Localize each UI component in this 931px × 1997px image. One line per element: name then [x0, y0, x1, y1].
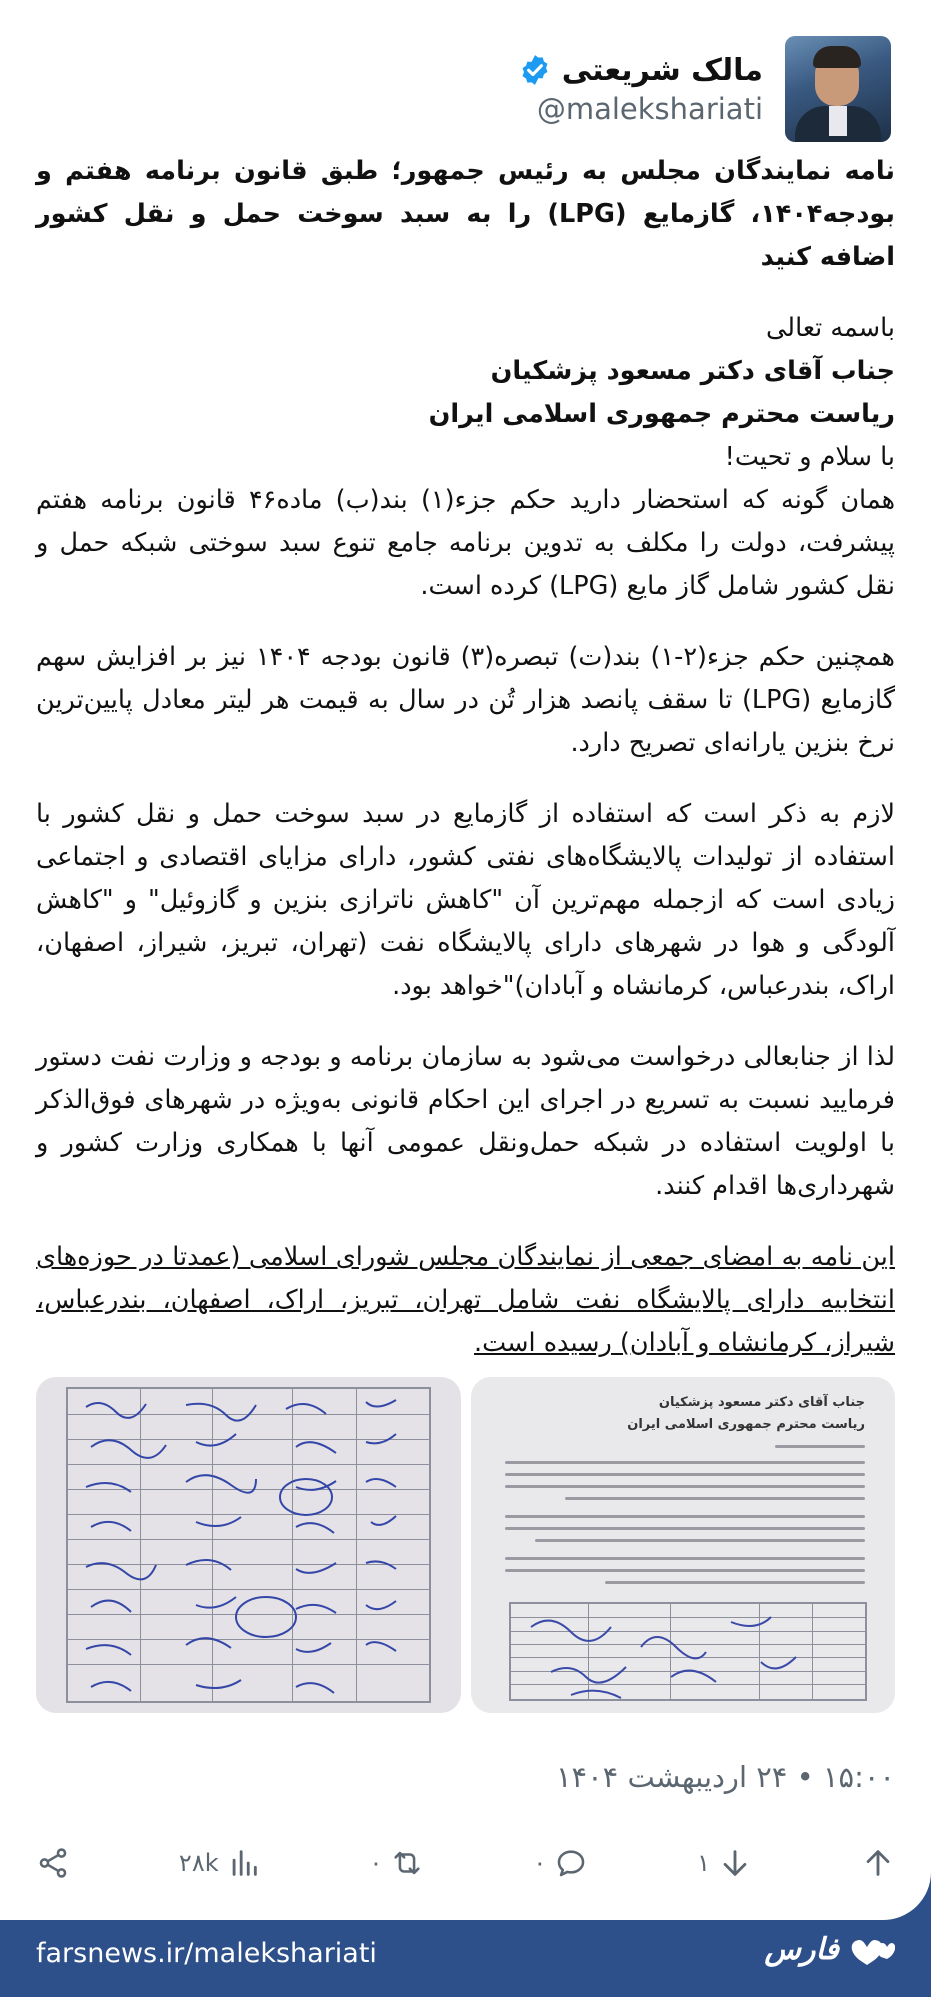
post-header — [518, 36, 891, 142]
arrow-down-icon — [718, 1846, 752, 1880]
reply-button[interactable] — [533, 1846, 588, 1880]
verified-badge-icon — [518, 53, 552, 87]
share-button[interactable] — [36, 1846, 70, 1880]
paragraph-5: این نامه به امضای جمعی از نمایندگان مجلس شورای اسلامی (عمدتا در حوزه‌های انتخابیه دارای پالایشگاه نفت شامل تهران، تبریز، اراک، اصفهان، بندرعباس، شیراز، کرمانشاه و آبادان) رسیده است. — [36, 1242, 895, 1358]
fars-logo — [764, 1932, 895, 1967]
addressee-name: جناب آقای دکتر مسعود پزشکیان — [490, 356, 895, 386]
footer-url[interactable]: farsnews.ir/malekshariati — [36, 1938, 377, 1969]
paragraph-2: همچنین حکم جزء(۲-۱) بند(ت) تبصره(۳) قانون بودجه ۱۴۰۴ نیز بر افزایش سهم گازمایع (LPG) تا سقف پانصد هزار تُن در سال به قیمت هر لیتر معادل پایین‌ترین نرخ بنزین یارانه‌ای تصریح دارد. — [36, 642, 895, 758]
post-timestamp[interactable]: ۱۵:۰۰ • ۲۴ اردیبهشت ۱۴۰۴ — [555, 1760, 895, 1794]
fars-logo-text: فارس — [764, 1932, 839, 1967]
fars-logo-icon — [847, 1935, 895, 1965]
action-bar — [36, 1838, 895, 1888]
paragraph-3: لازم به ذکر است که استفاده از گازمایع در سبد سوخت حمل و نقل کشور با استفاده از تولیدات پالایشگاه‌های نفتی کشور، دارای مزایای اقتصادی و اجتماعی زیادی است که ازجمله مهم‌ترین آن "کاهش ناترازی بنزین و گازوئیل" و "کاهش آلودگی و هوا در شهرهای دارای پالایشگاه نفت (تهران، تبریز، شیراز، اصفهان، اراک، بندرعباس، کرمانشاه و آبادان)"خواهد بود. — [36, 799, 895, 1001]
views-count: ۲۸k — [178, 1849, 219, 1877]
addressee-title: ریاست محترم جمهوری اسلامی ایران — [428, 399, 895, 429]
salutation: باسمه تعالی — [766, 313, 895, 343]
post-title: نامه نمایندگان مجلس به رئیس جمهور؛ طبق قانون برنامه هفتم و بودجه۱۴۰۴، گازمایع (LPG) را به سبد سوخت حمل و نقل کشور اضافه کنید — [36, 156, 895, 272]
post-images — [36, 1377, 895, 1713]
letter-heading-2: ریاست محترم جمهوری اسلامی ایران — [627, 1417, 865, 1432]
share-icon — [36, 1846, 70, 1880]
signatures-image[interactable] — [36, 1377, 461, 1713]
paragraph-1: همان گونه که استحضار دارید حکم جزء(۱) بند(ب) ماده۴۶ قانون برنامه هفتم پیشرفت، دولت را مکلف به تدوین برنامه جامع تنوع سبد سوختی شبکه حمل و نقل کشور شامل گاز مایع (LPG) کرده است. — [36, 485, 896, 601]
retweet-button[interactable] — [370, 1846, 425, 1880]
views-button[interactable] — [179, 1846, 261, 1880]
downvote-button[interactable] — [697, 1846, 752, 1880]
reply-icon — [554, 1846, 588, 1880]
letter-image[interactable] — [471, 1377, 896, 1713]
retweet-count: ۰ — [369, 1849, 383, 1877]
letter-heading-1: جناب آقای دکتر مسعود پزشکیان — [658, 1395, 865, 1410]
post-body — [36, 150, 895, 1365]
views-icon — [227, 1846, 261, 1880]
downvote-count: ۱ — [697, 1849, 711, 1877]
author-info — [518, 53, 763, 126]
upvote-button[interactable] — [861, 1846, 895, 1880]
author-handle[interactable]: @malekshariati — [536, 91, 763, 126]
arrow-up-icon — [861, 1846, 895, 1880]
author-name[interactable]: مالک شریعتی — [561, 52, 763, 88]
retweet-icon — [390, 1846, 424, 1880]
avatar[interactable] — [785, 36, 891, 142]
paragraph-4: لذا از جنابعالی درخواست می‌شود به سازمان برنامه و بودجه و وزارت نفت دستور فرمایید نسبت به تسریع در اجرای این احکام قانونی به‌ویژه در شهرهای فوق‌الذکر با اولویت استفاده در شبکه حمل‌ونقل عمومی آنها با همکاری وزارت کشور و شهرداری‌ها اقدام کنند. — [36, 1042, 895, 1201]
reply-count: ۰ — [533, 1849, 547, 1877]
greeting: با سلام و تحیت! — [724, 442, 895, 472]
